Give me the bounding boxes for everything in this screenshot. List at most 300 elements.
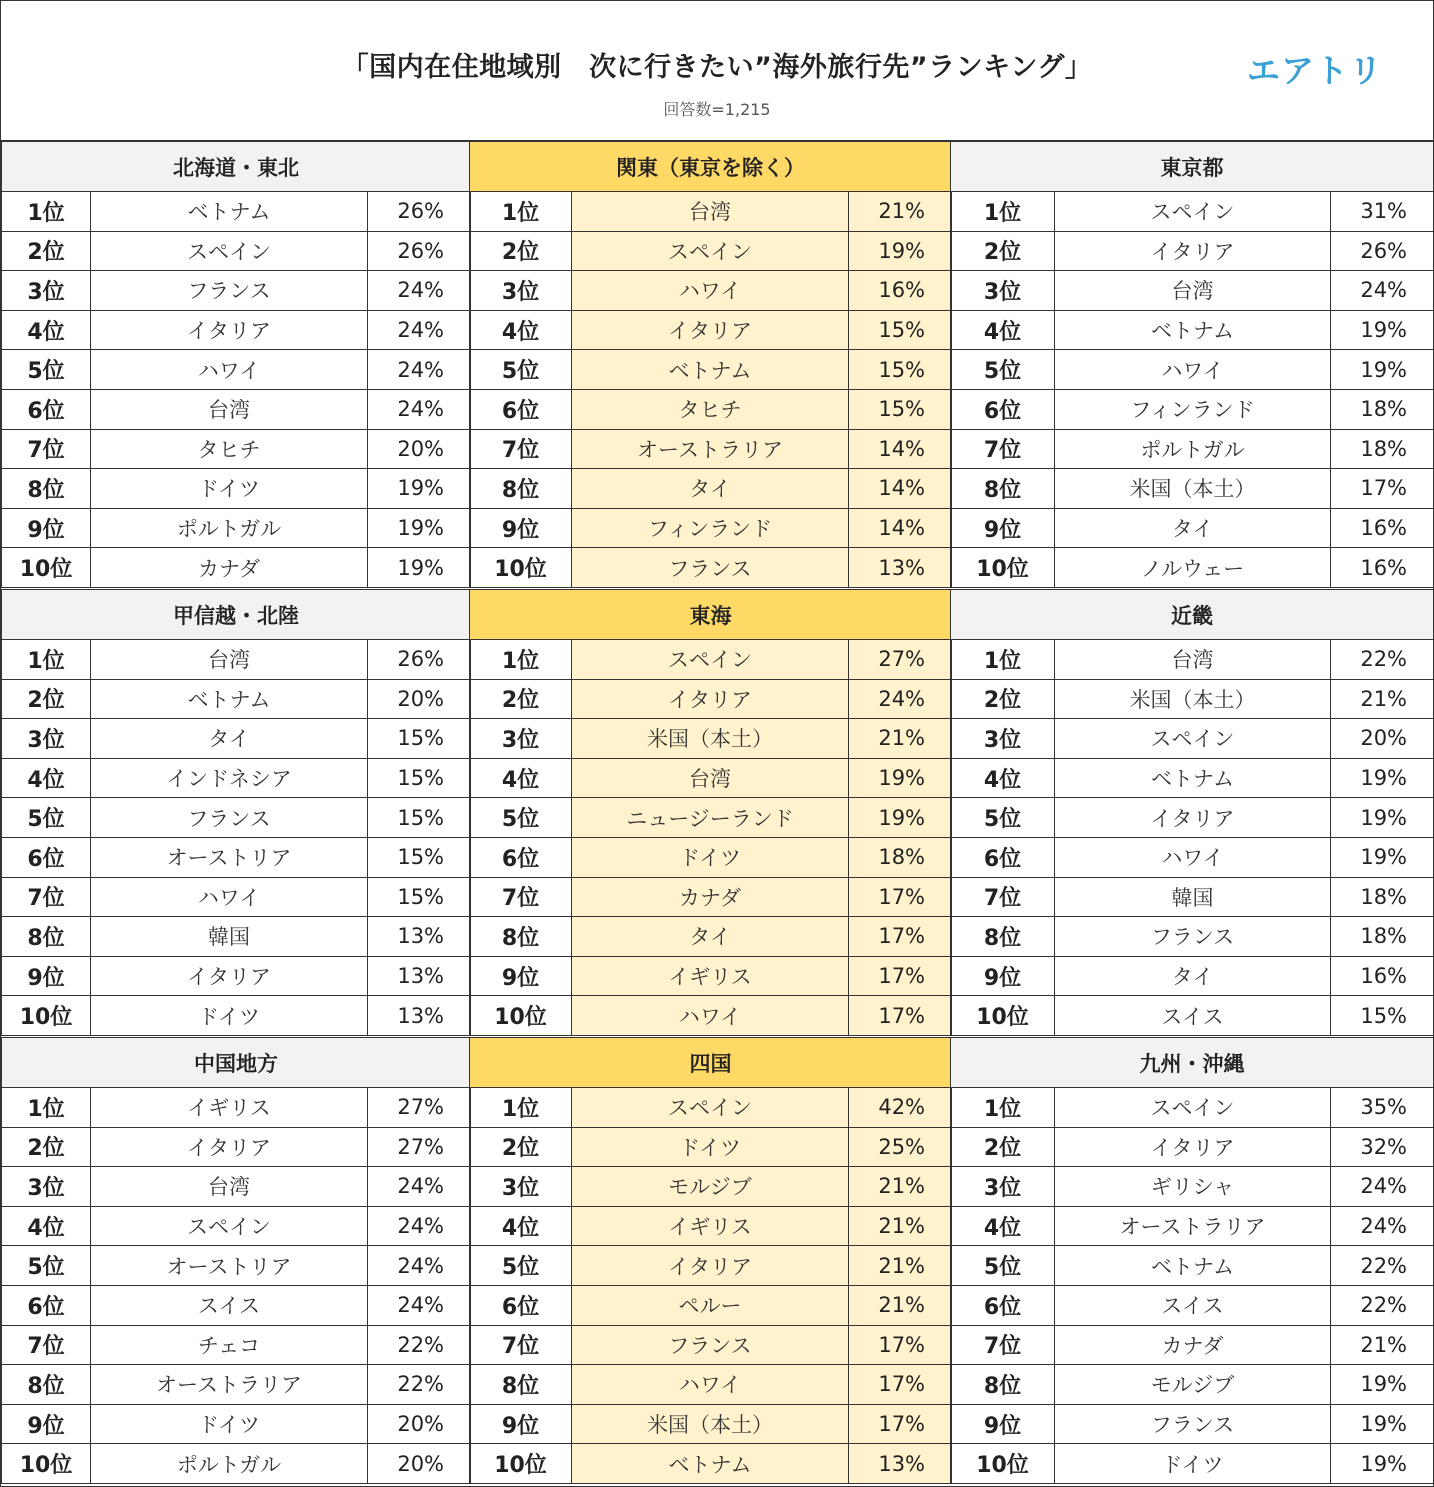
percentage-value: 22% (368, 1325, 471, 1365)
table-row (951, 798, 1434, 838)
rank-label: 10位 (470, 996, 572, 1036)
destination-name: ハワイ (1055, 837, 1331, 877)
destination-name: フィンランド (1055, 389, 1331, 429)
destination-name: ベトナム (91, 192, 368, 232)
table-row (2, 1127, 471, 1167)
percentage-value: 15% (1331, 996, 1434, 1036)
destination-name: ハワイ (1055, 350, 1331, 390)
destination-name: フランス (572, 548, 849, 588)
percentage-value: 16% (1331, 956, 1434, 996)
destination-name: チェコ (91, 1325, 368, 1365)
rank-label: 5位 (470, 350, 572, 390)
ranking-table (1, 141, 471, 588)
percentage-value: 19% (368, 508, 471, 548)
table-row (951, 192, 1434, 232)
table-row (470, 508, 952, 548)
destination-name: フランス (91, 798, 368, 838)
ranking-table (469, 141, 952, 588)
destination-name: スイス (1055, 996, 1331, 1036)
percentage-value: 27% (368, 1088, 471, 1128)
percentage-value: 16% (849, 271, 952, 311)
percentage-value: 15% (368, 837, 471, 877)
table-row (2, 1404, 471, 1444)
rank-label: 9位 (470, 1404, 572, 1444)
percentage-value: 24% (1331, 1167, 1434, 1207)
header (1, 1, 1433, 141)
destination-name: ベトナム (1055, 758, 1331, 798)
table-row (2, 1206, 471, 1246)
destination-name: スペイン (1055, 192, 1331, 232)
percentage-value: 14% (849, 508, 952, 548)
destination-name: ギリシャ (1055, 1167, 1331, 1207)
rank-label: 10位 (470, 1444, 572, 1484)
table-row (951, 231, 1434, 271)
rank-label: 4位 (951, 758, 1055, 798)
destination-name: カナダ (572, 877, 849, 917)
destination-name: スペイン (1055, 1088, 1331, 1128)
percentage-value: 18% (1331, 917, 1434, 957)
percentage-value: 25% (849, 1127, 952, 1167)
region-block (1, 141, 470, 589)
destination-name: イタリア (1055, 1127, 1331, 1167)
region-header-row (951, 142, 1434, 192)
percentage-value: 21% (849, 1246, 952, 1286)
table-row (951, 1246, 1434, 1286)
rank-label: 2位 (2, 679, 91, 719)
rank-label: 7位 (470, 1325, 572, 1365)
region-block (950, 589, 1433, 1037)
destination-name: タイ (572, 469, 849, 509)
destination-name: ドイツ (91, 1404, 368, 1444)
rank-label: 2位 (2, 231, 91, 271)
percentage-value: 17% (849, 996, 952, 1036)
region-name: 近畿 (951, 590, 1434, 640)
table-row (951, 1365, 1434, 1405)
table-row (470, 1167, 952, 1207)
rank-label: 1位 (2, 640, 91, 680)
table-row (2, 877, 471, 917)
destination-name: スペイン (572, 640, 849, 680)
percentage-value: 19% (1331, 310, 1434, 350)
percentage-value: 19% (1331, 350, 1434, 390)
table-row (951, 679, 1434, 719)
percentage-value: 19% (368, 548, 471, 588)
table-row (2, 1285, 471, 1325)
table-row (470, 469, 952, 509)
table-row (470, 192, 952, 232)
table-row (951, 877, 1434, 917)
table-row (951, 956, 1434, 996)
percentage-value: 31% (1331, 192, 1434, 232)
region-block (469, 589, 951, 1037)
rank-label: 8位 (470, 469, 572, 509)
rank-label: 8位 (2, 469, 91, 509)
rank-label: 8位 (951, 917, 1055, 957)
rank-label: 6位 (470, 1285, 572, 1325)
destination-name: ハワイ (91, 877, 368, 917)
destination-name: イタリア (572, 1246, 849, 1286)
rank-label: 3位 (470, 271, 572, 311)
percentage-value: 16% (1331, 508, 1434, 548)
rank-label: 9位 (2, 1404, 91, 1444)
destination-name: ベトナム (1055, 310, 1331, 350)
percentage-value: 19% (849, 798, 952, 838)
destination-name: ハワイ (572, 996, 849, 1036)
rank-label: 5位 (951, 798, 1055, 838)
percentage-value: 24% (368, 350, 471, 390)
destination-name: 韓国 (1055, 877, 1331, 917)
percentage-value: 14% (849, 469, 952, 509)
destination-name: 米国（本土） (572, 719, 849, 759)
rank-label: 2位 (951, 231, 1055, 271)
destination-name: ベトナム (91, 679, 368, 719)
rank-label: 5位 (2, 798, 91, 838)
rank-label: 4位 (2, 1206, 91, 1246)
table-row (2, 1088, 471, 1128)
percentage-value: 24% (1331, 271, 1434, 311)
table-row (470, 1444, 952, 1484)
destination-name: タイ (572, 917, 849, 957)
region-name: 東京都 (951, 142, 1434, 192)
table-row (470, 389, 952, 429)
table-row (2, 798, 471, 838)
destination-name: 米国（本土） (572, 1404, 849, 1444)
table-row (951, 350, 1434, 390)
rank-label: 2位 (470, 679, 572, 719)
table-row (951, 1127, 1434, 1167)
region-header-row (951, 590, 1434, 640)
percentage-value: 13% (368, 996, 471, 1036)
destination-name: ポルトガル (91, 1444, 368, 1484)
destination-name: カナダ (1055, 1325, 1331, 1365)
destination-name: ハワイ (91, 350, 368, 390)
percentage-value: 21% (849, 1167, 952, 1207)
rank-label: 9位 (2, 508, 91, 548)
percentage-value: 19% (1331, 837, 1434, 877)
rank-label: 2位 (470, 231, 572, 271)
region-header-row (2, 142, 471, 192)
destination-name: イタリア (91, 1127, 368, 1167)
rank-label: 7位 (951, 1325, 1055, 1365)
rank-label: 9位 (2, 956, 91, 996)
table-row (470, 271, 952, 311)
table-row (470, 350, 952, 390)
percentage-value: 16% (1331, 548, 1434, 588)
percentage-value: 22% (1331, 640, 1434, 680)
rank-label: 6位 (2, 389, 91, 429)
table-row (951, 1285, 1434, 1325)
destination-name: タヒチ (91, 429, 368, 469)
destination-name: カナダ (91, 548, 368, 588)
table-row (951, 508, 1434, 548)
rank-label: 7位 (470, 877, 572, 917)
rank-label: 10位 (2, 1444, 91, 1484)
percentage-value: 24% (368, 1246, 471, 1286)
destination-name: タイ (91, 719, 368, 759)
destination-name: ノルウェー (1055, 548, 1331, 588)
table-row (470, 231, 952, 271)
percentage-value: 18% (1331, 877, 1434, 917)
rank-label: 6位 (951, 1285, 1055, 1325)
percentage-value: 27% (849, 640, 952, 680)
table-row (2, 1444, 471, 1484)
destination-name: インドネシア (91, 758, 368, 798)
percentage-value: 17% (849, 1325, 952, 1365)
table-row (951, 1206, 1434, 1246)
rank-label: 1位 (951, 192, 1055, 232)
percentage-value: 19% (1331, 1444, 1434, 1484)
region-block (469, 141, 951, 589)
table-row (951, 640, 1434, 680)
rank-label: 8位 (2, 917, 91, 957)
percentage-value: 26% (368, 192, 471, 232)
destination-name: スペイン (572, 1088, 849, 1128)
table-row (470, 719, 952, 759)
region-block (950, 141, 1433, 589)
percentage-value: 13% (849, 548, 952, 588)
percentage-value: 21% (849, 1206, 952, 1246)
destination-name: 米国（本土） (1055, 469, 1331, 509)
rank-label: 4位 (470, 310, 572, 350)
destination-name: イタリア (572, 679, 849, 719)
rank-label: 6位 (951, 389, 1055, 429)
table-row (2, 1167, 471, 1207)
ranking-table (1, 589, 471, 1036)
percentage-value: 19% (1331, 798, 1434, 838)
percentage-value: 24% (849, 679, 952, 719)
destination-name: ペルー (572, 1285, 849, 1325)
table-row (470, 429, 952, 469)
table-row (951, 837, 1434, 877)
table-row (2, 679, 471, 719)
destination-name: イタリア (1055, 231, 1331, 271)
table-row (2, 350, 471, 390)
rank-label: 1位 (951, 1088, 1055, 1128)
region-name: 中国地方 (2, 1038, 471, 1088)
table-row (951, 996, 1434, 1036)
table-row (470, 1325, 952, 1365)
region-block (1, 1037, 470, 1485)
rank-label: 4位 (2, 310, 91, 350)
table-row (2, 310, 471, 350)
region-grid (1, 141, 1433, 1487)
rank-label: 4位 (951, 310, 1055, 350)
percentage-value: 22% (368, 1365, 471, 1405)
table-row (2, 231, 471, 271)
table-row (470, 1206, 952, 1246)
percentage-value: 20% (368, 429, 471, 469)
rank-label: 4位 (951, 1206, 1055, 1246)
region-name: 四国 (470, 1038, 952, 1088)
destination-name: 台湾 (1055, 271, 1331, 311)
destination-name: イタリア (1055, 798, 1331, 838)
percentage-value: 22% (1331, 1285, 1434, 1325)
table-row (2, 1246, 471, 1286)
table-row (951, 1325, 1434, 1365)
percentage-value: 19% (849, 231, 952, 271)
percentage-value: 20% (368, 1404, 471, 1444)
rank-label: 5位 (2, 350, 91, 390)
rank-label: 5位 (951, 1246, 1055, 1286)
rank-label: 10位 (2, 996, 91, 1036)
rank-label: 4位 (2, 758, 91, 798)
rank-label: 3位 (2, 271, 91, 311)
rank-label: 6位 (470, 389, 572, 429)
rank-label: 7位 (951, 877, 1055, 917)
destination-name: モルジブ (572, 1167, 849, 1207)
destination-name: オーストラリア (572, 429, 849, 469)
destination-name: ハワイ (572, 271, 849, 311)
page-title: 「国内在住地域別 次に行きたい”海外旅行先”ランキング」 (341, 52, 1093, 83)
percentage-value: 15% (368, 758, 471, 798)
percentage-value: 24% (1331, 1206, 1434, 1246)
table-row (2, 429, 471, 469)
rank-label: 7位 (2, 1325, 91, 1365)
rank-label: 10位 (470, 548, 572, 588)
percentage-value: 24% (368, 1167, 471, 1207)
destination-name: ニュージーランド (572, 798, 849, 838)
table-row (2, 271, 471, 311)
percentage-value: 13% (849, 1444, 952, 1484)
destination-name: ドイツ (91, 469, 368, 509)
destination-name: フランス (1055, 1404, 1331, 1444)
percentage-value: 21% (849, 719, 952, 759)
table-row (951, 1404, 1434, 1444)
destination-name: イタリア (572, 310, 849, 350)
rank-label: 10位 (951, 996, 1055, 1036)
percentage-value: 20% (1331, 719, 1434, 759)
percentage-value: 15% (849, 310, 952, 350)
percentage-value: 24% (368, 310, 471, 350)
rank-label: 6位 (470, 837, 572, 877)
destination-name: スイス (91, 1285, 368, 1325)
rank-label: 7位 (951, 429, 1055, 469)
destination-name: 米国（本土） (1055, 679, 1331, 719)
percentage-value: 17% (1331, 469, 1434, 509)
destination-name: タヒチ (572, 389, 849, 429)
percentage-value: 19% (1331, 1404, 1434, 1444)
table-row (951, 389, 1434, 429)
rank-label: 2位 (951, 679, 1055, 719)
percentage-value: 15% (368, 719, 471, 759)
rank-label: 10位 (951, 1444, 1055, 1484)
ranking-table (950, 1037, 1434, 1484)
percentage-value: 17% (849, 877, 952, 917)
destination-name: スイス (1055, 1285, 1331, 1325)
percentage-value: 27% (368, 1127, 471, 1167)
region-header-row (470, 1038, 952, 1088)
rank-label: 1位 (2, 1088, 91, 1128)
region-name: 甲信越・北陸 (2, 590, 471, 640)
ranking-table (1, 1037, 471, 1484)
region-name: 関東（東京を除く） (470, 142, 952, 192)
rank-label: 8位 (470, 1365, 572, 1405)
destination-name: 台湾 (91, 640, 368, 680)
rank-label: 3位 (951, 1167, 1055, 1207)
table-row (951, 1444, 1434, 1484)
destination-name: 韓国 (91, 917, 368, 957)
destination-name: モルジブ (1055, 1365, 1331, 1405)
rank-label: 3位 (470, 719, 572, 759)
destination-name: ドイツ (91, 996, 368, 1036)
table-row (470, 1285, 952, 1325)
percentage-value: 15% (849, 389, 952, 429)
region-name: 東海 (470, 590, 952, 640)
region-header-row (470, 590, 952, 640)
table-row (470, 956, 952, 996)
region-header-row (470, 142, 952, 192)
percentage-value: 14% (849, 429, 952, 469)
percentage-value: 24% (368, 389, 471, 429)
table-row (2, 1365, 471, 1405)
table-row (2, 956, 471, 996)
destination-name: イギリス (572, 956, 849, 996)
ranking-table (469, 1037, 952, 1484)
percentage-value: 26% (368, 640, 471, 680)
destination-name: 台湾 (91, 389, 368, 429)
table-row (951, 1088, 1434, 1128)
table-row (2, 719, 471, 759)
table-row (470, 640, 952, 680)
percentage-value: 24% (368, 1206, 471, 1246)
percentage-value: 19% (1331, 1365, 1434, 1405)
percentage-value: 32% (1331, 1127, 1434, 1167)
respondent-count: 回答数=1,215 (663, 100, 771, 119)
rank-label: 1位 (470, 1088, 572, 1128)
table-row (2, 640, 471, 680)
rank-label: 4位 (470, 758, 572, 798)
destination-name: タイ (1055, 508, 1331, 548)
rank-label: 6位 (2, 1285, 91, 1325)
table-row (951, 1167, 1434, 1207)
destination-name: ドイツ (1055, 1444, 1331, 1484)
rank-label: 5位 (470, 798, 572, 838)
table-row (470, 548, 952, 588)
region-name: 九州・沖縄 (951, 1038, 1434, 1088)
region-header-row (2, 1038, 471, 1088)
percentage-value: 18% (849, 837, 952, 877)
destination-name: タイ (1055, 956, 1331, 996)
rank-label: 9位 (951, 956, 1055, 996)
destination-name: オーストリア (91, 837, 368, 877)
region-name: 北海道・東北 (2, 142, 471, 192)
percentage-value: 17% (849, 956, 952, 996)
ranking-table (469, 589, 952, 1036)
percentage-value: 21% (849, 1285, 952, 1325)
region-header-row (951, 1038, 1434, 1088)
destination-name: イギリス (91, 1088, 368, 1128)
rank-label: 4位 (470, 1206, 572, 1246)
destination-name: 台湾 (572, 758, 849, 798)
destination-name: フランス (91, 271, 368, 311)
destination-name: オーストラリア (91, 1365, 368, 1405)
table-row (2, 469, 471, 509)
region-header-row (2, 590, 471, 640)
table-row (951, 469, 1434, 509)
destination-name: ベトナム (572, 1444, 849, 1484)
rank-label: 3位 (2, 719, 91, 759)
destination-name: ドイツ (572, 1127, 849, 1167)
rank-label: 9位 (470, 508, 572, 548)
rank-label: 8位 (951, 469, 1055, 509)
rank-label: 1位 (2, 192, 91, 232)
table-row (951, 310, 1434, 350)
destination-name: オーストリア (91, 1246, 368, 1286)
table-row (470, 1365, 952, 1405)
destination-name: スペイン (1055, 719, 1331, 759)
table-row (470, 798, 952, 838)
table-row (951, 758, 1434, 798)
